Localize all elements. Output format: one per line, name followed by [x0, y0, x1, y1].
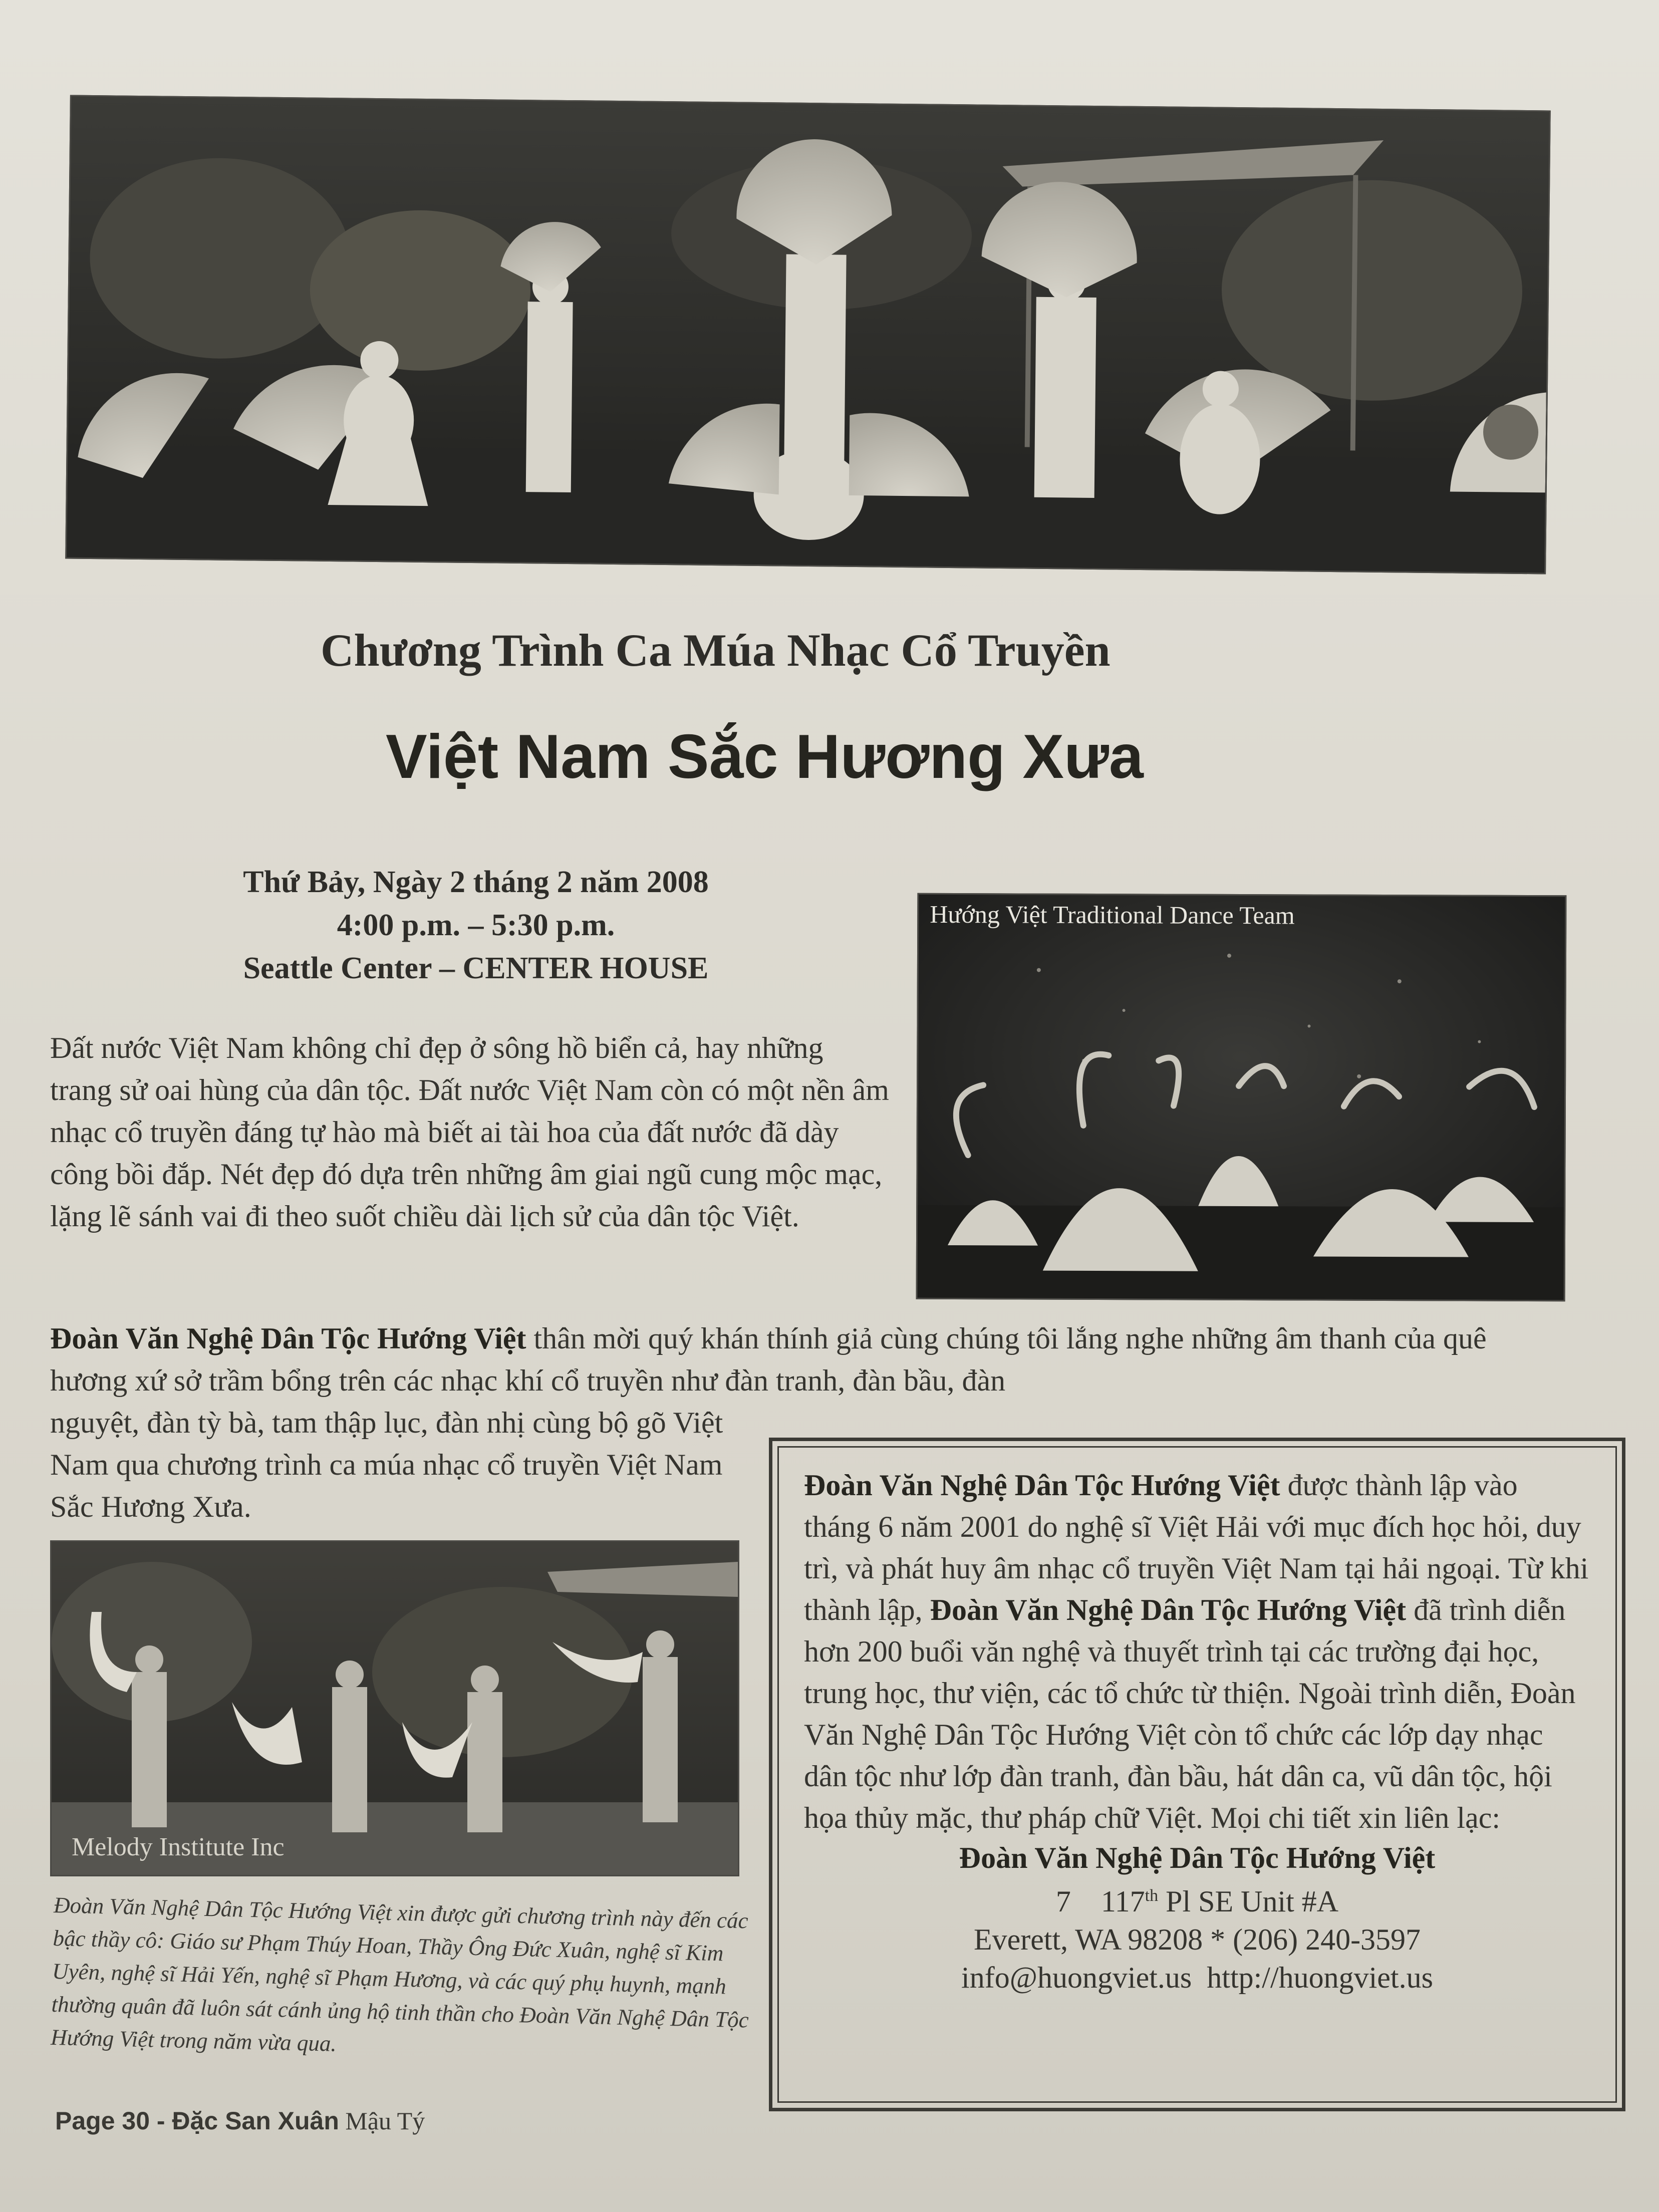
info-org-name-1: Đoàn Văn Nghệ Dân Tộc Hướng Việt — [804, 1469, 1280, 1502]
info-org-name-2: Đoàn Văn Nghệ Dân Tộc Hướng Việt — [930, 1593, 1407, 1626]
event-info — [150, 861, 801, 990]
footer-separator: - — [150, 2107, 172, 2135]
contact-org-name: Đoàn Văn Nghệ Dân Tộc Hướng Việt — [959, 1841, 1436, 1874]
dedication-caption: Đoàn Văn Nghệ Dân Tộc Hướng Việt xin được gửi chương trình này đến các bậc thầy cô: Giáo sư Phạm Thúy Hoan, Thầy Ông Đức Xuân, nghệ sĩ Kim Uyên, nghệ sĩ Hải Yến, nghệ sĩ Phạm Hương, và các quý phụ huynh, mạnh thường quân đã luôn sát cánh ủng hộ tinh thần cho Đoàn Văn Nghệ Dân Tộc Hướng Việt trong năm vừa qua. — [50, 1892, 749, 2056]
program-subtitle: Chương Trình Ca Múa Nhạc Cổ Truyền — [321, 625, 1111, 676]
contact-block — [804, 1839, 1590, 1997]
contact-city-phone: Everett, WA 98208 * (206) 240-3597 — [973, 1923, 1421, 1956]
dance-team-caption: Hướng Việt Traditional Dance Team — [930, 900, 1295, 930]
dance-team-photo — [916, 893, 1567, 1302]
info-text-2: đã trình diễn hơn 200 buổi văn nghệ và thuyết trình tại các trường đại học, trung học, thư viện, các tổ chức từ thiện. Ngoài trình diễn, Đoàn Văn Nghệ Dân Tộc Hướng Việt còn tổ chức các lớp dạy nhạc dân tộc như lớp đàn tranh, đàn bầu, hát dân ca, vũ dân tộc, hội họa thủy mặc, thư pháp chữ Việt. Mọi chi tiết xin liên lạc: — [804, 1593, 1576, 1834]
invitation-text-1: thân mời quý khán thính giả cùng chúng tôi lắng nghe những âm thanh của quê hương xứ sở trầm bổng trên các nhạc khí cổ truyền như đàn tranh, đàn bầu, đàn — [50, 1322, 1487, 1397]
contact-email[interactable]: info@huongviet.us — [961, 1961, 1192, 1994]
contact-street-suffix: th — [1145, 1886, 1159, 1905]
contact-address-number: 7 — [1055, 1885, 1071, 1918]
fan-dance-photo-image — [67, 97, 1549, 573]
event-venue: Seattle Center – CENTER HOUSE — [243, 951, 709, 985]
invitation-continuation: nguyệt, đàn tỳ bà, tam thập lục, đàn nhị cùng bộ gõ Việt Nam qua chương trình ca múa nhạc cổ truyền Việt Nam Sắc Hương Xưa. — [50, 1406, 723, 1523]
footer-page-number: Page 30 — [55, 2107, 150, 2135]
info-text-1: được thành lập vào tháng 6 năm 2001 do nghệ sĩ Việt Hải với mục đích học hỏi, duy trì, và phát huy âm nhạc cổ truyền Việt Nam tại hải ngoại. Từ khi thành lập, — [804, 1469, 1589, 1626]
ribbon-dance-caption: Melody Institute Inc — [72, 1833, 285, 1861]
contact-street-number: 117 — [1100, 1885, 1145, 1918]
event-time: 4:00 p.m. – 5:30 p.m. — [337, 908, 615, 942]
contact-website[interactable]: http://huongviet.us — [1207, 1961, 1433, 1994]
invitation-org-name: Đoàn Văn Nghệ Dân Tộc Hướng Việt — [50, 1322, 526, 1355]
footer-publication: Đặc San Xuân — [172, 2107, 339, 2135]
organization-info-content — [777, 1446, 1617, 2103]
event-date: Thứ Bảy, Ngày 2 tháng 2 năm 2008 — [243, 865, 709, 899]
fan-dance-photo — [65, 95, 1551, 575]
organization-info-box — [769, 1438, 1625, 2111]
page-footer — [55, 2106, 425, 2135]
footer-year: Mậu Tý — [339, 2107, 425, 2135]
dance-team-photo-image — [918, 895, 1565, 1300]
contact-street-rest: Pl SE Unit #A — [1158, 1885, 1339, 1918]
contact-address — [804, 1877, 1590, 1920]
invitation-line — [50, 1317, 1553, 1402]
ribbon-dance-photo-image — [52, 1542, 738, 1875]
organization-description — [804, 1465, 1590, 1839]
program-title: Việt Nam Sắc Hương Xưa — [386, 722, 1144, 791]
intro-paragraph: Đất nước Việt Nam không chỉ đẹp ở sông hồ biển cả, hay những trang sử oai hùng của dân tộc. Đất nước Việt Nam còn có một nền âm nhạc cổ truyền đáng tự hào mà biết ai tài hoa của đất nước đã dày công bồi đắp. Nét đẹp đó dựa trên những âm giai ngũ cung mộc mạc, lặng lẽ sánh vai đi theo suốt chiều dài lịch sử của dân tộc Việt. — [50, 1031, 889, 1233]
contact-online — [804, 1959, 1590, 1997]
ribbon-dance-photo — [50, 1540, 739, 1876]
